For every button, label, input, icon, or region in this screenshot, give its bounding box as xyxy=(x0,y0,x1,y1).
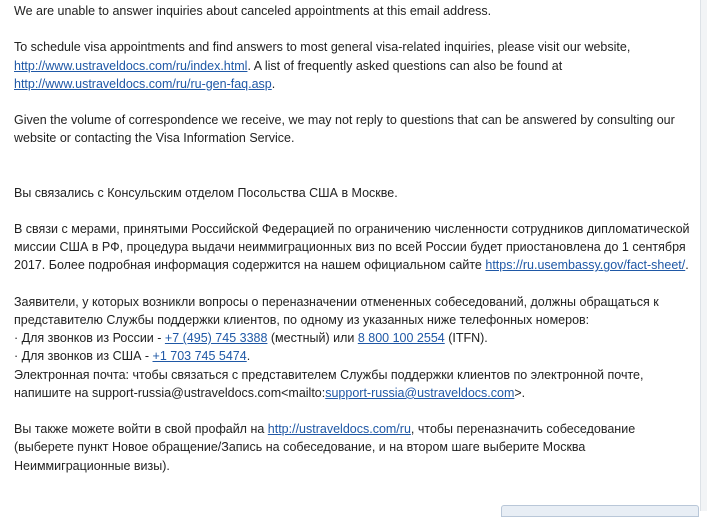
en-p2-text-3: . xyxy=(271,76,276,91)
bottom-panel-tab[interactable] xyxy=(501,505,699,517)
fact-sheet-link[interactable]: https://ru.usembassy.gov/fact-sheet/ xyxy=(485,258,686,273)
en-p2-text-1: To schedule visa appointments and find answers to most general visa-related inquiries, please visit our website, xyxy=(14,40,631,55)
email-suffix: >. xyxy=(514,385,526,400)
phone-ru-prefix: · Для звонков из России - xyxy=(14,331,165,346)
phone-us-link[interactable]: +1 703 745 5474 xyxy=(152,349,247,364)
index-link[interactable]: http://www.ustraveldocs.com/ru/index.html xyxy=(14,58,248,73)
email-line xyxy=(14,366,690,402)
ru-paragraph-1: Вы связались с Консульским отделом Посольства США в Москве. xyxy=(14,185,398,200)
phone-russia-line xyxy=(14,329,690,347)
email-body xyxy=(14,2,690,475)
phone-ru-local-link[interactable]: +7 (495) 745 3388 xyxy=(164,331,268,346)
faq-link[interactable]: http://www.ustraveldocs.com/ru/ru-gen-faq.asp xyxy=(14,76,272,91)
en-p2-text-2: . A list of frequently asked questions can also be found at xyxy=(247,58,563,73)
phone-us-prefix: · Для звонков из США - xyxy=(14,349,153,364)
ru-p2-text-2: . xyxy=(685,258,689,273)
ru-paragraph-4 xyxy=(14,420,690,475)
phone-us-suffix: . xyxy=(246,349,251,364)
phone-ru-free-link[interactable]: 8 800 100 2554 xyxy=(357,331,445,346)
ru-p4-text-2: , чтобы переназначить собеседование (выберете пункт Новое обращение/Запись на собеседование, и на втором шаге выберите Москва Неиммиграционные визы). xyxy=(14,422,636,473)
phone-ru-suffix: (ITFN). xyxy=(444,331,488,346)
scrollbar[interactable] xyxy=(700,0,707,511)
en-paragraph-3: Given the volume of correspondence we receive, we may not reply to questions that can be answered by consulting our website or contacting the Visa Information Service. xyxy=(14,113,675,146)
ru-paragraph-3: Заявители, у которых возникли вопросы о переназначении отмененных собеседований, должны обращаться к представителю Службы поддержки клиентов, по одному из указанных ниже телефонных номеров: xyxy=(14,294,659,327)
phone-us-line xyxy=(14,347,690,365)
en-paragraph-2 xyxy=(14,38,690,93)
phone-ru-mid: (местный) или xyxy=(267,331,358,346)
ru-paragraph-2 xyxy=(14,220,690,275)
ru-p4-text-1: Вы также можете войти в свой профайл на xyxy=(14,422,268,437)
email-text: Электронная почта: чтобы связаться с представителем Службы поддержки клиентов по электронной почте, напишите на support-russia@ustraveldocs.com<mailto: xyxy=(14,367,644,400)
email-link[interactable]: support-russia@ustraveldocs.com xyxy=(325,385,515,400)
en-paragraph-1: We are unable to answer inquiries about canceled appointments at this email address. xyxy=(14,4,492,18)
profile-link[interactable]: http://ustraveldocs.com/ru xyxy=(267,422,411,437)
ru-p2-text-1: В связи с мерами, принятыми Российской Федерацией по ограничению численности сотрудников дипломатической миссии США в РФ, процедура выдачи неиммиграционных виз по всей России будет приостановлена до 1 сентября 2017. Более подробная информация содержится на нашем официальном сайте xyxy=(14,221,690,273)
